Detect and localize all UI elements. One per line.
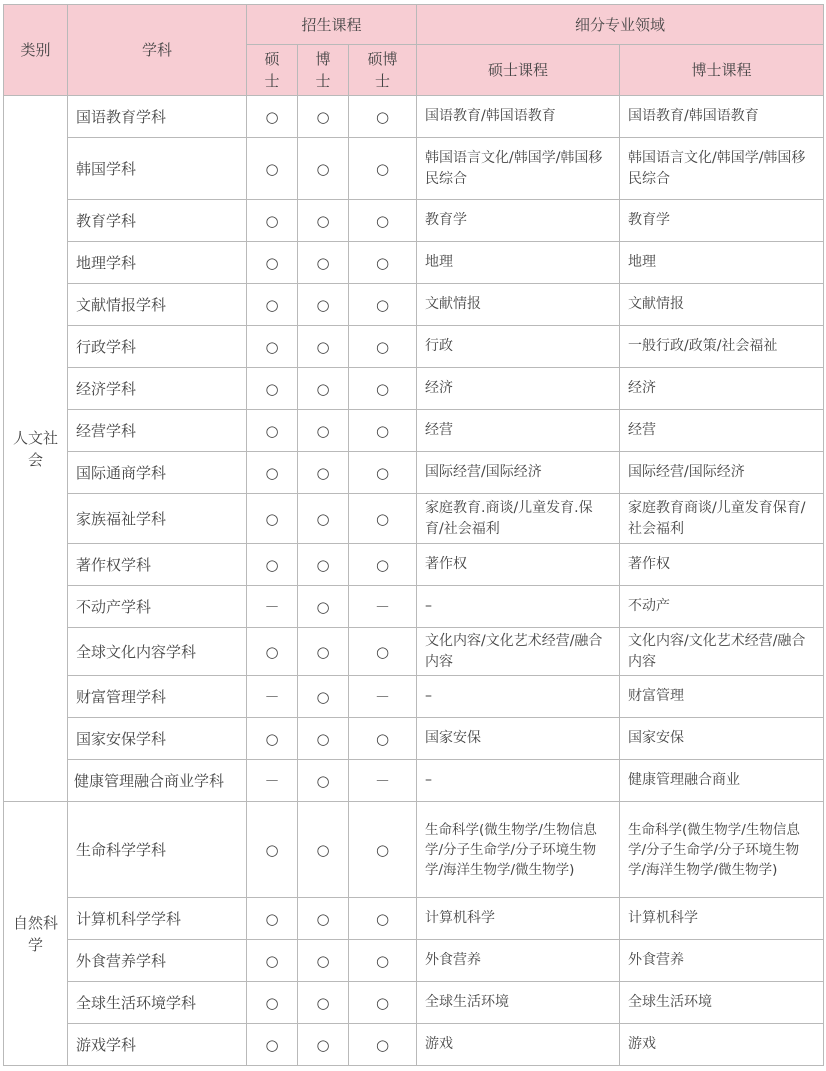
master-mark: ○	[247, 368, 298, 410]
table-row	[4, 544, 824, 586]
table-row	[4, 982, 824, 1024]
table-row	[4, 368, 824, 410]
master-mark: ○	[247, 410, 298, 452]
category-cell: 自然科学	[4, 802, 68, 1066]
doctor-course-cell: 韩国语言文化/韩国学/韩国移民综合	[620, 138, 824, 200]
doctor-mark: ○	[298, 368, 349, 410]
subject-cell: 计算机科学学科	[68, 898, 247, 940]
table-row	[4, 718, 824, 760]
master-mark: ○	[247, 138, 298, 200]
master-course-cell: 计算机科学	[417, 898, 620, 940]
master-mark: ○	[247, 96, 298, 138]
doctor-mark: ○	[298, 718, 349, 760]
subject-cell: 著作权学科	[68, 544, 247, 586]
master-doctor-mark: ○	[349, 242, 417, 284]
doctor-mark: ○	[298, 544, 349, 586]
subject-cell: 健康管理融合商业学科	[68, 760, 247, 802]
subject-cell: 全球文化内容学科	[68, 628, 247, 676]
subject-cell: 教育学科	[68, 200, 247, 242]
doctor-mark: ○	[298, 410, 349, 452]
subject-cell: 经营学科	[68, 410, 247, 452]
subject-cell: 经济学科	[68, 368, 247, 410]
doctor-mark: ○	[298, 586, 349, 628]
doctor-mark: ○	[298, 676, 349, 718]
master-course-cell: –	[417, 586, 620, 628]
master-mark: ○	[247, 494, 298, 544]
master-course-cell: 生命科学(微生物学/生物信息学/分子生命学/分子环境生物学/海洋生物学/微生物学)	[417, 802, 620, 898]
master-course-cell: 全球生活环境	[417, 982, 620, 1024]
master-doctor-mark: ○	[349, 898, 417, 940]
master-doctor-mark: ○	[349, 982, 417, 1024]
subject-cell: 外食营养学科	[68, 940, 247, 982]
doctor-course-cell: 财富管理	[620, 676, 824, 718]
doctor-course-cell: 经济	[620, 368, 824, 410]
subject-cell: 国家安保学科	[68, 718, 247, 760]
subject-cell: 文献情报学科	[68, 284, 247, 326]
master-mark: ○	[247, 284, 298, 326]
master-course-cell: 教育学	[417, 200, 620, 242]
doctor-mark: ○	[298, 242, 349, 284]
master-mark: ○	[247, 940, 298, 982]
doctor-mark: ○	[298, 96, 349, 138]
master-doctor-mark: －	[349, 586, 417, 628]
master-course-cell: 外食营养	[417, 940, 620, 982]
doctor-course-cell: 国语教育/韩国语教育	[620, 96, 824, 138]
table-row	[4, 898, 824, 940]
master-doctor-mark: ○	[349, 628, 417, 676]
master-mark: ○	[247, 326, 298, 368]
master-course-cell: 经济	[417, 368, 620, 410]
master-course-cell: 行政	[417, 326, 620, 368]
doctor-course-cell: 文献情报	[620, 284, 824, 326]
table-row	[4, 494, 824, 544]
header-doctor: 博士	[298, 45, 349, 96]
subject-cell: 国语教育学科	[68, 96, 247, 138]
master-doctor-mark: ○	[349, 368, 417, 410]
header-discipline: 学科	[68, 5, 247, 96]
table-row	[4, 802, 824, 898]
header-master-course: 硕士课程	[417, 45, 620, 96]
doctor-course-cell: 教育学	[620, 200, 824, 242]
doctor-course-cell: 家庭教育商谈/儿童发育保育/社会福利	[620, 494, 824, 544]
doctor-mark: ○	[298, 628, 349, 676]
doctor-course-cell: 游戏	[620, 1024, 824, 1066]
master-doctor-mark: ○	[349, 544, 417, 586]
header-fields: 细分专业领域	[417, 5, 824, 45]
subject-cell: 家族福祉学科	[68, 494, 247, 544]
table-row	[4, 760, 824, 802]
subject-cell: 国际通商学科	[68, 452, 247, 494]
master-mark: ○	[247, 982, 298, 1024]
doctor-course-cell: 地理	[620, 242, 824, 284]
doctor-mark: ○	[298, 898, 349, 940]
doctor-course-cell: 国家安保	[620, 718, 824, 760]
master-mark: ○	[247, 718, 298, 760]
master-doctor-mark: ○	[349, 138, 417, 200]
doctor-course-cell: 计算机科学	[620, 898, 824, 940]
table-row	[4, 452, 824, 494]
doctor-course-cell: 健康管理融合商业	[620, 760, 824, 802]
subject-cell: 游戏学科	[68, 1024, 247, 1066]
subject-cell: 全球生活环境学科	[68, 982, 247, 1024]
master-mark: ○	[247, 1024, 298, 1066]
table-row	[4, 1024, 824, 1066]
master-course-cell: 国家安保	[417, 718, 620, 760]
master-mark: ○	[247, 452, 298, 494]
table-body	[4, 96, 824, 1066]
master-doctor-mark: ○	[349, 284, 417, 326]
header-master: 硕士	[247, 45, 298, 96]
doctor-course-cell: 国际经营/国际经济	[620, 452, 824, 494]
doctor-mark: ○	[298, 1024, 349, 1066]
doctor-course-cell: 文化内容/文化艺术经营/融合内容	[620, 628, 824, 676]
doctor-mark: ○	[298, 760, 349, 802]
master-doctor-mark: ○	[349, 802, 417, 898]
table-row	[4, 676, 824, 718]
table-row	[4, 940, 824, 982]
master-course-cell: 韩国语言文化/韩国学/韩国移民综合	[417, 138, 620, 200]
doctor-mark: ○	[298, 200, 349, 242]
doctor-course-cell: 生命科学(微生物学/生物信息学/分子生命学/分子环境生物学/海洋生物学/微生物学)	[620, 802, 824, 898]
doctor-mark: ○	[298, 284, 349, 326]
table-row	[4, 586, 824, 628]
subject-cell: 不动产学科	[68, 586, 247, 628]
master-mark: ○	[247, 200, 298, 242]
master-mark: ○	[247, 802, 298, 898]
master-mark: －	[247, 760, 298, 802]
doctor-course-cell: 外食营养	[620, 940, 824, 982]
doctor-mark: ○	[298, 940, 349, 982]
master-mark: ○	[247, 628, 298, 676]
master-course-cell: 家庭教育.商谈/儿童发育.保育/社会福利	[417, 494, 620, 544]
doctor-course-cell: 不动产	[620, 586, 824, 628]
subject-cell: 行政学科	[68, 326, 247, 368]
master-course-cell: 国语教育/韩国语教育	[417, 96, 620, 138]
table-row	[4, 200, 824, 242]
doctor-mark: ○	[298, 802, 349, 898]
master-mark: －	[247, 676, 298, 718]
master-doctor-mark: ○	[349, 494, 417, 544]
doctor-mark: ○	[298, 494, 349, 544]
table-row	[4, 138, 824, 200]
master-mark: ○	[247, 242, 298, 284]
master-course-cell: –	[417, 760, 620, 802]
master-course-cell: 经营	[417, 410, 620, 452]
table-row	[4, 410, 824, 452]
master-doctor-mark: －	[349, 676, 417, 718]
doctor-course-cell: 著作权	[620, 544, 824, 586]
doctor-course-cell: 一般行政/政策/社会福祉	[620, 326, 824, 368]
table-row	[4, 96, 824, 138]
master-course-cell: 文化内容/文化艺术经营/融合内容	[417, 628, 620, 676]
header-doctor-course: 博士课程	[620, 45, 824, 96]
master-doctor-mark: ○	[349, 940, 417, 982]
master-doctor-mark: ○	[349, 452, 417, 494]
master-doctor-mark: ○	[349, 1024, 417, 1066]
table-row	[4, 326, 824, 368]
subject-cell: 生命科学学科	[68, 802, 247, 898]
master-course-cell: –	[417, 676, 620, 718]
program-table	[3, 4, 824, 1066]
master-course-cell: 著作权	[417, 544, 620, 586]
master-course-cell: 国际经营/国际经济	[417, 452, 620, 494]
doctor-course-cell: 全球生活环境	[620, 982, 824, 1024]
table-row	[4, 242, 824, 284]
subject-cell: 韩国学科	[68, 138, 247, 200]
header-master-doctor: 硕博士	[349, 45, 417, 96]
doctor-mark: ○	[298, 982, 349, 1024]
doctor-mark: ○	[298, 138, 349, 200]
table-row	[4, 284, 824, 326]
master-doctor-mark: ○	[349, 96, 417, 138]
subject-cell: 地理学科	[68, 242, 247, 284]
master-mark: －	[247, 586, 298, 628]
doctor-course-cell: 经营	[620, 410, 824, 452]
doctor-mark: ○	[298, 326, 349, 368]
master-course-cell: 游戏	[417, 1024, 620, 1066]
subject-cell: 财富管理学科	[68, 676, 247, 718]
master-course-cell: 文献情报	[417, 284, 620, 326]
table-header	[4, 5, 824, 96]
header-enrollment: 招生课程	[247, 5, 417, 45]
table-row	[4, 628, 824, 676]
master-doctor-mark: －	[349, 760, 417, 802]
master-mark: ○	[247, 898, 298, 940]
category-cell: 人文社会	[4, 96, 68, 802]
master-doctor-mark: ○	[349, 718, 417, 760]
master-doctor-mark: ○	[349, 200, 417, 242]
doctor-mark: ○	[298, 452, 349, 494]
header-category: 类别	[4, 5, 68, 96]
master-doctor-mark: ○	[349, 326, 417, 368]
master-course-cell: 地理	[417, 242, 620, 284]
master-mark: ○	[247, 544, 298, 586]
master-doctor-mark: ○	[349, 410, 417, 452]
